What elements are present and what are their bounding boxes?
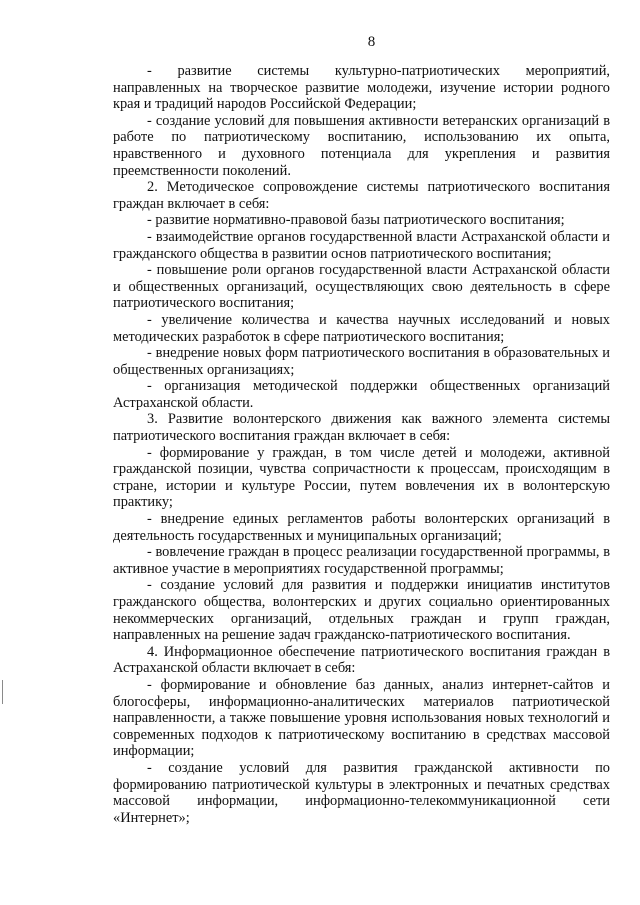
paragraph-17: - создание условий для развития гражданской активности по формированию патриотической культуры в электронных и печатных средствах массовой информации, информационно-телекоммуникационной сети «Интернет»; [113,759,610,826]
paragraph-1: - развитие системы культурно-патриотических мероприятий, направленных на творческое развитие молодежи, изучение истории родного края и традиций народов Российской Федерации; [113,63,610,113]
scan-margin-mark [2,680,3,704]
paragraph-4: - развитие нормативно-правовой базы патриотического воспитания; [147,212,565,229]
paragraph-7: - увеличение количества и качества научных исследований и новых методических разработок в сфере патриотического воспитания; [113,311,610,345]
section-2-heading: 2. Методическое сопровождение системы патриотического воспитания граждан включает в себя: [113,179,610,212]
section-3-heading: 3. Развитие волонтерского движения как важного элемента системы патриотического воспитания граждан включает в себя: [113,411,610,445]
document-page [113,34,610,884]
paragraph-13: - вовлечение граждан в процесс реализации государственной программы, в активное участие в мероприятиях государственной программы; [113,544,610,577]
section-4-heading: 4. Информационное обеспечение патриотического воспитания граждан в Астраханской области включает в себя: [113,643,610,677]
paragraph-14: - создание условий для развития и поддержки инициатив институтов гражданского общества, волонтерских и других социально ориентированных некоммерческих организаций, отдельных граждан и групп граждан, направленных на решение задач гражданско-патриотического воспитания. [113,577,610,644]
paragraph-8: - внедрение новых форм патриотического воспитания в образовательных и общественных организациях; [113,345,610,378]
paragraph-6: - повышение роли органов государственной власти Астраханской области и общественных организаций, осуществляющих свою деятельность в сфере патриотического воспитания; [113,262,610,312]
page-number: 8 [367,34,376,50]
paragraph-2: - создание условий для повышения активности ветеранских организаций в работе по патриотическому воспитанию, использованию их опыта, нравственного и духовного потенциала для укрепления и развития преемственности поколений. [113,112,610,179]
paragraph-12: - внедрение единых регламентов работы волонтерских организаций в деятельность государственных и муниципальных организаций; [113,511,610,544]
paragraph-5: - взаимодействие органов государственной власти Астраханской области и гражданского общества в развитии основ патриотического воспитания; [113,228,610,262]
paragraph-11: - формирование у граждан, в том числе детей и молодежи, активной гражданской позиции, чувства сопричастности к процессам, происходящим в стране, истории и культуре России, путем вовлечения их в волонтерскую практику; [113,444,610,511]
paragraph-9: - организация методической поддержки общественных организаций Астраханской области. [113,378,610,411]
paragraph-16: - формирование и обновление баз данных, анализ интернет-сайтов и блогосферы, информационно-аналитических материалов патриотической направленности, а также повышение уровня использования новых технологий и современных подходов к патриотическому воспитанию в средствах массовой информации; [113,676,610,760]
